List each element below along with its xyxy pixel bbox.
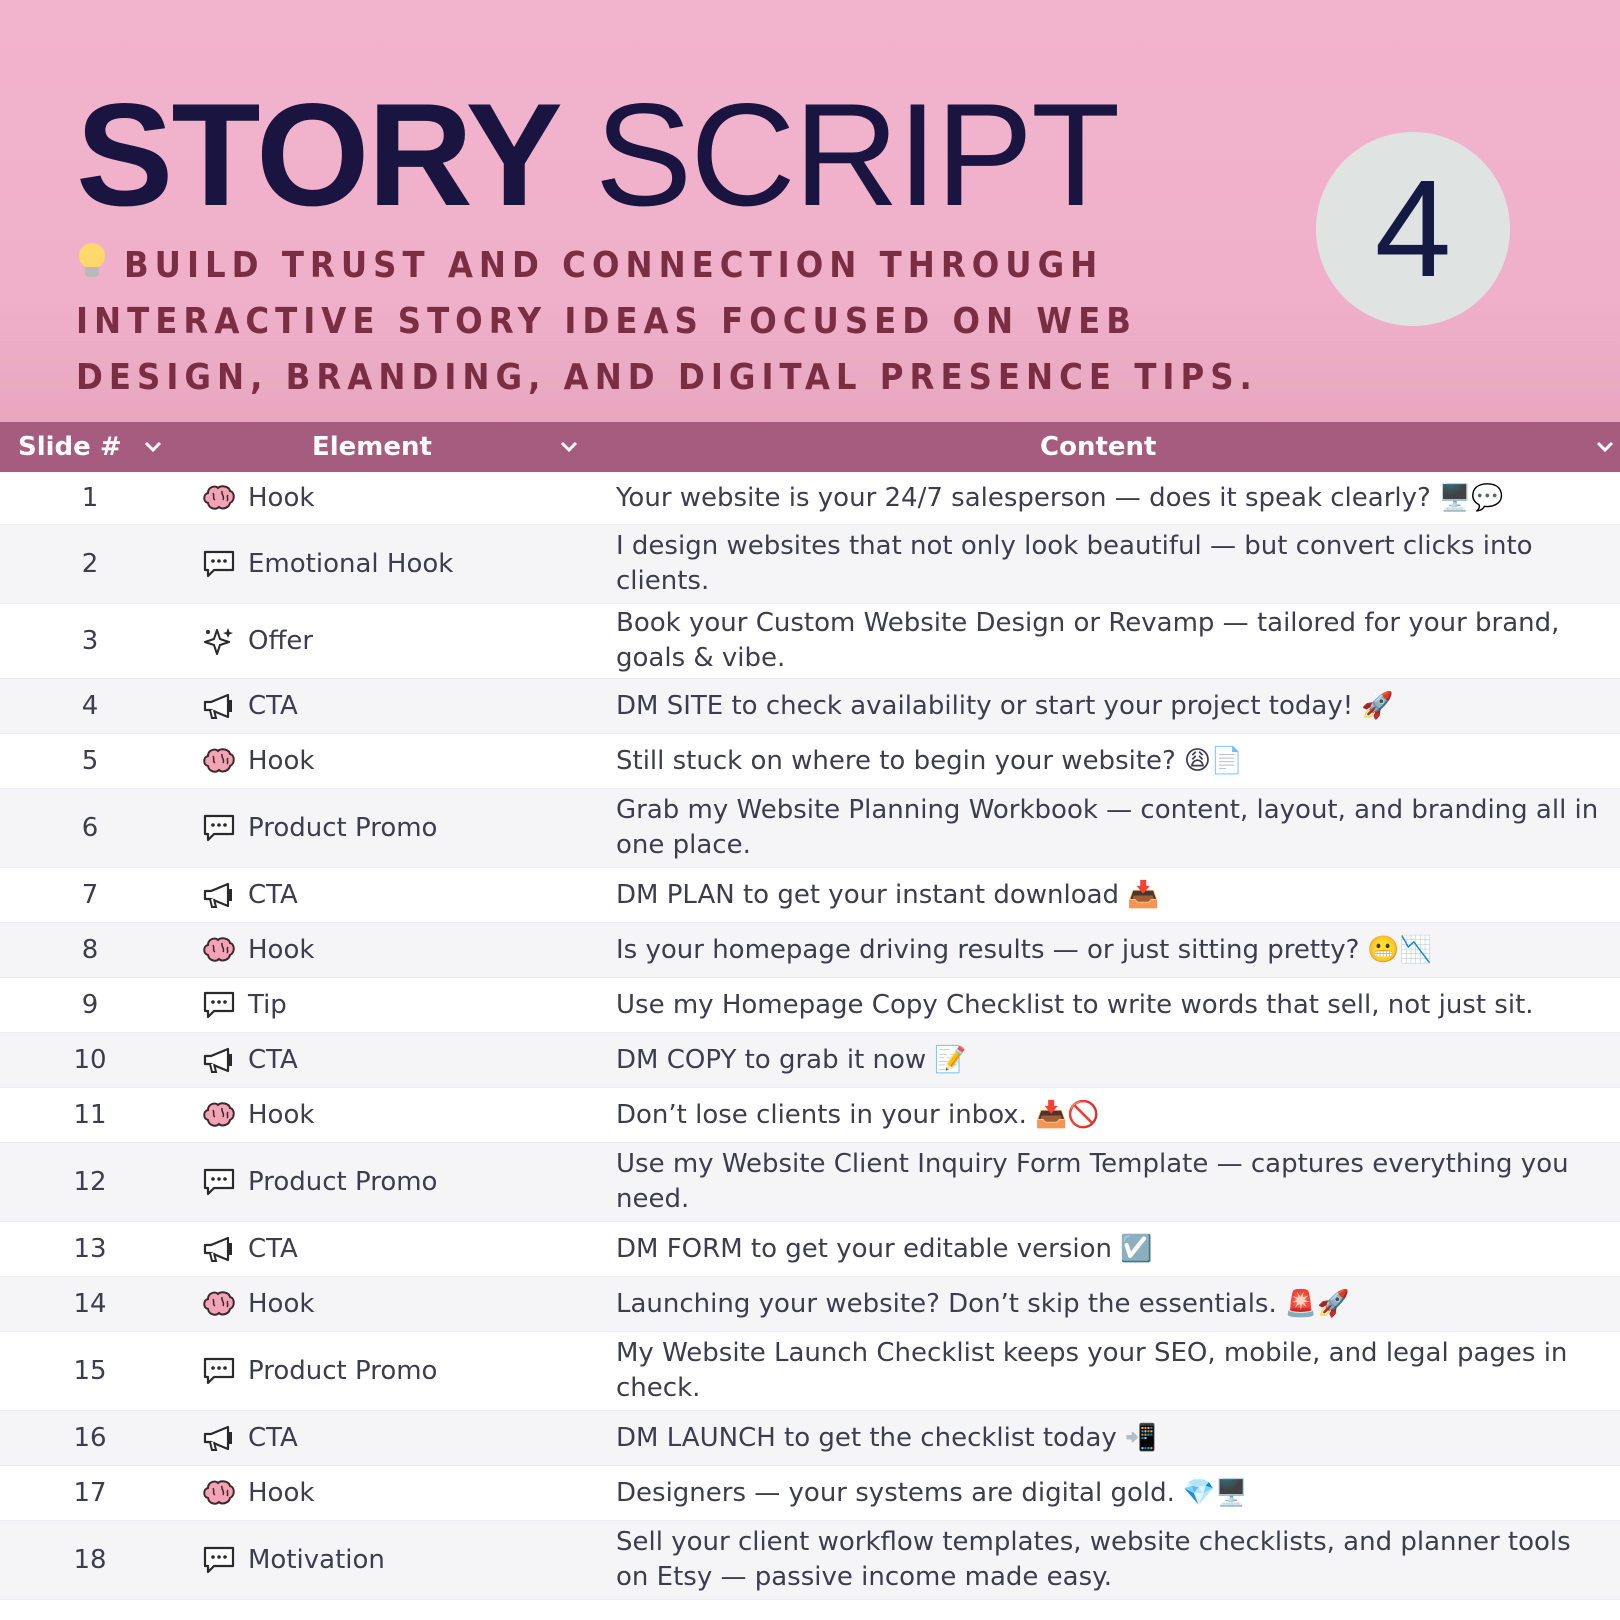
table-row[interactable] bbox=[0, 1466, 1620, 1521]
element-cell bbox=[202, 525, 592, 603]
page-title bbox=[76, 73, 1119, 236]
table-row[interactable] bbox=[0, 1143, 1620, 1222]
content-text bbox=[616, 1287, 1350, 1322]
emoji-icons: 😬📉 bbox=[1367, 934, 1433, 965]
element-cell bbox=[202, 472, 592, 524]
slide-number: 10 bbox=[73, 1045, 107, 1075]
content-value: Your website is your 24/7 salesperson — does it speak clearly? bbox=[616, 482, 1431, 513]
slide-number: 9 bbox=[81, 990, 99, 1020]
element-cell bbox=[202, 1033, 592, 1087]
content-text bbox=[616, 606, 1608, 676]
speech-bubble-icon bbox=[202, 813, 236, 843]
element-cell bbox=[202, 734, 592, 788]
content-text bbox=[616, 1043, 967, 1078]
title-bold: STORY bbox=[76, 73, 561, 236]
emoji-icons: 🚀 bbox=[1361, 690, 1394, 721]
slide-number: 11 bbox=[73, 1100, 107, 1130]
table-row[interactable] bbox=[0, 1222, 1620, 1277]
content-text bbox=[616, 1336, 1608, 1406]
content-value: Sell your client workflow templates, website checklists, and planner tools on Etsy — passive income made easy. bbox=[616, 1527, 1571, 1592]
emoji-icons: ☑️ bbox=[1120, 1233, 1153, 1264]
content-cell bbox=[616, 472, 1608, 524]
speech-bubble-icon bbox=[202, 990, 236, 1020]
story-table bbox=[0, 422, 1620, 1600]
hero-header bbox=[0, 0, 1620, 422]
emoji-icons: 💎🖥️ bbox=[1182, 1477, 1248, 1508]
content-cell bbox=[616, 1222, 1608, 1276]
element-label: Hook bbox=[248, 1289, 315, 1319]
emoji-icons: 🖥️💬 bbox=[1438, 482, 1504, 513]
megaphone-icon bbox=[202, 1045, 236, 1075]
slide-number: 13 bbox=[73, 1234, 107, 1264]
table-row[interactable] bbox=[0, 679, 1620, 734]
table-body bbox=[0, 472, 1620, 1600]
slide-number: 17 bbox=[73, 1478, 107, 1508]
speech-bubble-icon bbox=[202, 549, 236, 579]
content-cell bbox=[616, 1277, 1608, 1331]
table-row[interactable] bbox=[0, 1033, 1620, 1088]
content-cell bbox=[616, 923, 1608, 977]
content-cell bbox=[616, 679, 1608, 733]
element-label: Product Promo bbox=[248, 1356, 438, 1386]
content-cell bbox=[616, 1332, 1608, 1410]
element-cell bbox=[202, 1521, 592, 1599]
brain-icon bbox=[202, 1478, 236, 1508]
chevron-down-icon[interactable] bbox=[1594, 435, 1616, 457]
element-cell bbox=[202, 868, 592, 922]
content-value: DM COPY to grab it now bbox=[616, 1044, 927, 1075]
element-label: Hook bbox=[248, 746, 315, 776]
table-header-row bbox=[0, 422, 1620, 472]
brain-icon bbox=[202, 483, 236, 513]
element-label: Tip bbox=[248, 990, 287, 1020]
table-row[interactable] bbox=[0, 1411, 1620, 1466]
speech-bubble-icon bbox=[202, 1545, 236, 1575]
content-cell bbox=[616, 1521, 1608, 1599]
element-label: Hook bbox=[248, 483, 315, 513]
slide-number: 6 bbox=[81, 813, 99, 843]
emoji-icons: 😩📄 bbox=[1183, 745, 1244, 776]
content-value: Designers — your systems are digital gold. bbox=[616, 1477, 1175, 1508]
content-value: DM SITE to check availability or start your project today! bbox=[616, 690, 1354, 721]
megaphone-icon bbox=[202, 1234, 236, 1264]
content-cell bbox=[616, 1411, 1608, 1465]
emoji-icons: 📥🚫 bbox=[1034, 1099, 1100, 1130]
slide-number: 1 bbox=[81, 483, 99, 513]
slide-number: 12 bbox=[73, 1167, 107, 1197]
content-cell bbox=[616, 1088, 1608, 1142]
content-value: My Website Launch Checklist keeps your SEO, mobile, and legal pages in check. bbox=[616, 1338, 1568, 1403]
table-row[interactable] bbox=[0, 1088, 1620, 1143]
table-row[interactable] bbox=[0, 1521, 1620, 1600]
content-text bbox=[616, 933, 1432, 968]
element-label: Hook bbox=[248, 935, 315, 965]
element-label: CTA bbox=[248, 1234, 298, 1264]
element-label: CTA bbox=[248, 691, 298, 721]
element-cell bbox=[202, 1222, 592, 1276]
slide-number: 15 bbox=[73, 1356, 107, 1386]
content-text bbox=[616, 878, 1159, 913]
chevron-down-icon[interactable] bbox=[558, 435, 580, 457]
content-text bbox=[616, 1525, 1608, 1595]
slide-number: 14 bbox=[73, 1289, 107, 1319]
slide-number: 7 bbox=[81, 880, 99, 910]
content-cell bbox=[616, 734, 1608, 788]
sparkles-icon bbox=[202, 626, 236, 656]
megaphone-icon bbox=[202, 880, 236, 910]
element-cell bbox=[202, 1332, 592, 1410]
content-value: Launching your website? Don’t skip the essentials. bbox=[616, 1288, 1277, 1319]
content-value: I design websites that not only look beautiful — but convert clicks into clients. bbox=[616, 531, 1533, 596]
content-cell bbox=[616, 525, 1608, 603]
content-value: Still stuck on where to begin your website? bbox=[616, 745, 1176, 776]
content-text bbox=[616, 529, 1608, 599]
subtitle bbox=[76, 238, 1276, 406]
element-label: Product Promo bbox=[248, 1167, 438, 1197]
lightbulb-icon bbox=[76, 243, 110, 281]
table-row[interactable] bbox=[0, 604, 1620, 679]
table-row[interactable] bbox=[0, 1277, 1620, 1332]
element-cell bbox=[202, 923, 592, 977]
element-cell bbox=[202, 604, 592, 678]
column-header-slide[interactable]: Slide # bbox=[18, 432, 122, 462]
slide-number: 5 bbox=[81, 746, 99, 776]
content-text bbox=[616, 1421, 1157, 1456]
speech-bubble-icon bbox=[202, 1356, 236, 1386]
brain-icon bbox=[202, 1100, 236, 1130]
table-row[interactable] bbox=[0, 923, 1620, 978]
brain-icon bbox=[202, 1289, 236, 1319]
element-label: Hook bbox=[248, 1478, 315, 1508]
table-row[interactable] bbox=[0, 525, 1620, 604]
element-label: Motivation bbox=[248, 1545, 385, 1575]
brain-icon bbox=[202, 935, 236, 965]
slide-number: 18 bbox=[73, 1545, 107, 1575]
element-cell bbox=[202, 1411, 592, 1465]
content-value: DM FORM to get your editable version bbox=[616, 1233, 1113, 1264]
emoji-icons: 📝 bbox=[934, 1044, 967, 1075]
title-light: SCRIPT bbox=[594, 73, 1119, 236]
content-value: Book your Custom Website Design or Revamp — tailored for your brand, goals & vibe. bbox=[616, 608, 1560, 673]
element-label: Hook bbox=[248, 1100, 315, 1130]
element-cell bbox=[202, 789, 592, 867]
content-cell bbox=[616, 1143, 1608, 1221]
brain-icon bbox=[202, 746, 236, 776]
slide-number: 16 bbox=[73, 1423, 107, 1453]
column-header-element[interactable]: Element bbox=[312, 432, 432, 462]
content-value: Don’t lose clients in your inbox. bbox=[616, 1099, 1027, 1130]
speech-bubble-icon bbox=[202, 1167, 236, 1197]
table-row[interactable] bbox=[0, 472, 1620, 525]
slide-number: 2 bbox=[81, 549, 99, 579]
content-text bbox=[616, 988, 1534, 1023]
content-cell bbox=[616, 868, 1608, 922]
content-value: DM LAUNCH to get the checklist today bbox=[616, 1422, 1117, 1453]
element-cell bbox=[202, 1143, 592, 1221]
content-text bbox=[616, 1232, 1152, 1267]
content-text bbox=[616, 1147, 1608, 1217]
megaphone-icon bbox=[202, 1423, 236, 1453]
content-text bbox=[616, 1098, 1100, 1133]
table-row[interactable] bbox=[0, 734, 1620, 789]
content-value: DM PLAN to get your instant download bbox=[616, 879, 1120, 910]
column-header-content[interactable]: Content bbox=[1040, 432, 1157, 462]
number-badge: 4 bbox=[1316, 132, 1510, 326]
element-label: Emotional Hook bbox=[248, 549, 454, 579]
element-cell bbox=[202, 1466, 592, 1520]
content-text bbox=[616, 481, 1504, 516]
element-cell bbox=[202, 679, 592, 733]
element-cell bbox=[202, 1088, 592, 1142]
content-value: Is your homepage driving results — or just sitting pretty? bbox=[616, 934, 1360, 965]
element-label: CTA bbox=[248, 1423, 298, 1453]
slide-number: 3 bbox=[81, 626, 99, 656]
content-value: Grab my Website Planning Workbook — content, layout, and branding all in one place. bbox=[616, 795, 1599, 860]
content-value: Use my Website Client Inquiry Form Template — captures everything you need. bbox=[616, 1149, 1569, 1214]
subtitle-text: BUILD TRUST AND CONNECTION THROUGH INTERACTIVE STORY IDEAS FOCUSED ON WEB DESIGN, BRANDING, AND DIGITAL PRESENCE TIPS. bbox=[76, 245, 1258, 398]
megaphone-icon bbox=[202, 691, 236, 721]
table-row[interactable] bbox=[0, 1332, 1620, 1411]
slide-number: 4 bbox=[81, 691, 99, 721]
slide-number: 8 bbox=[81, 935, 99, 965]
content-cell bbox=[616, 1033, 1608, 1087]
chevron-down-icon[interactable] bbox=[142, 435, 164, 457]
emoji-icons: 🚨🚀 bbox=[1284, 1288, 1350, 1319]
content-cell bbox=[616, 604, 1608, 678]
content-cell bbox=[616, 978, 1608, 1032]
content-cell bbox=[616, 789, 1608, 867]
content-text bbox=[616, 744, 1243, 779]
element-cell bbox=[202, 1277, 592, 1331]
element-label: CTA bbox=[248, 1045, 298, 1075]
element-cell bbox=[202, 978, 592, 1032]
table-row[interactable] bbox=[0, 789, 1620, 868]
emoji-icons: 📲 bbox=[1124, 1422, 1158, 1453]
content-text bbox=[616, 689, 1394, 724]
element-label: Product Promo bbox=[248, 813, 438, 843]
content-text bbox=[616, 1476, 1248, 1511]
emoji-icons: 📥 bbox=[1127, 879, 1160, 910]
content-value: Use my Homepage Copy Checklist to write words that sell, not just sit. bbox=[616, 989, 1534, 1020]
table-row[interactable] bbox=[0, 978, 1620, 1033]
table-row[interactable] bbox=[0, 868, 1620, 923]
content-text bbox=[616, 793, 1608, 863]
element-label: CTA bbox=[248, 880, 298, 910]
content-cell bbox=[616, 1466, 1608, 1520]
element-label: Offer bbox=[248, 626, 314, 656]
